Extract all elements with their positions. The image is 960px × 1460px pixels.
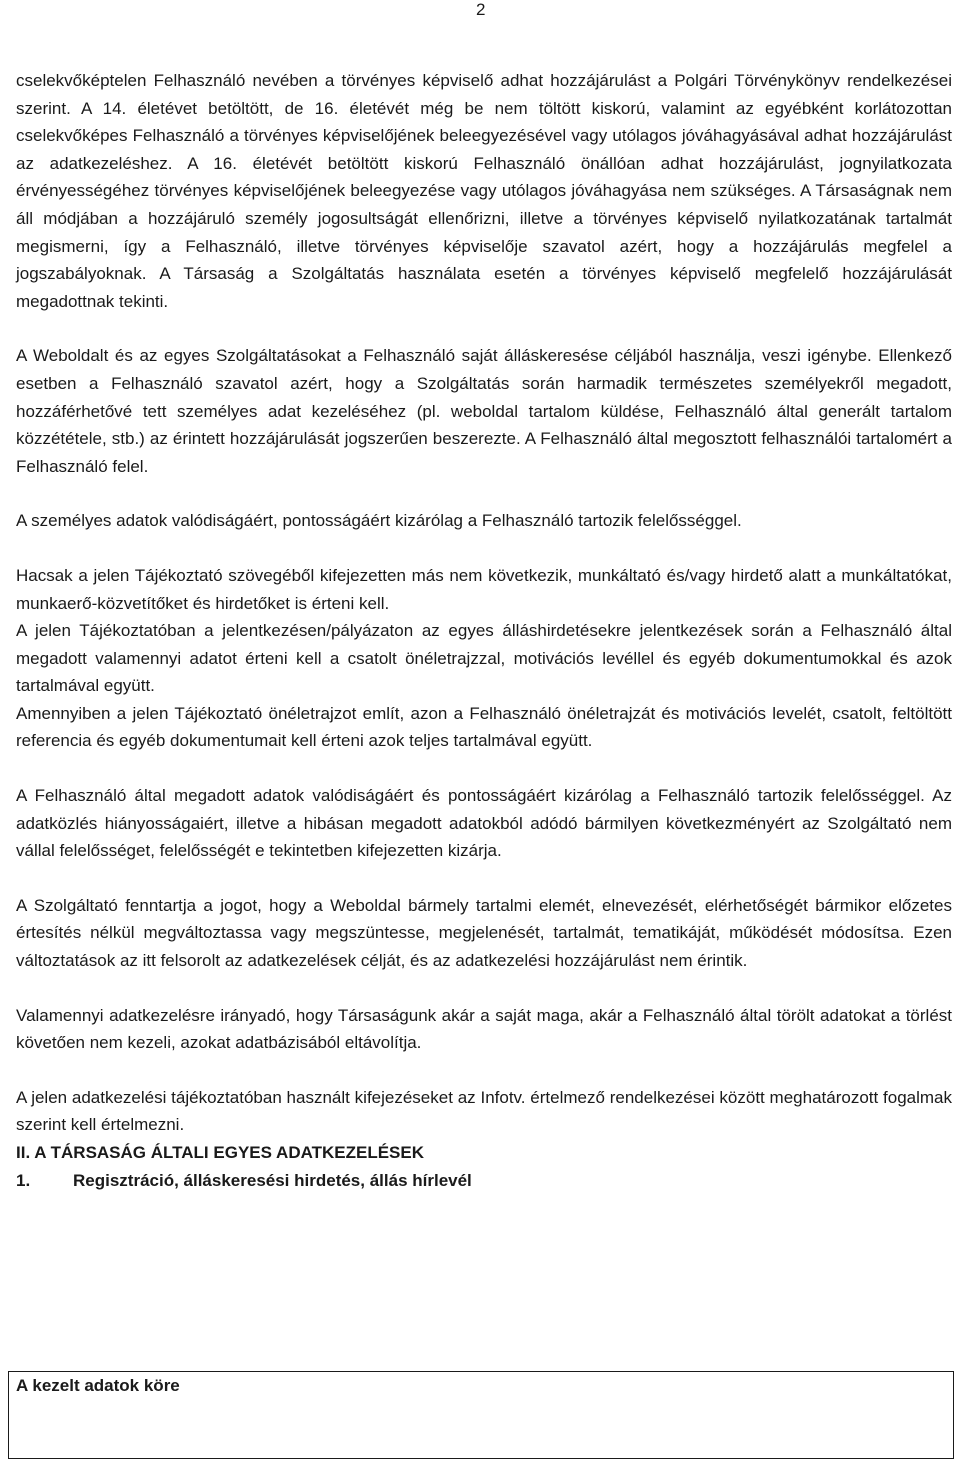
paragraph-cv-definition: Amennyiben a jelen Tájékoztató önéletrajzot említ, azon a Felhasználó önéletrajzát és motivációs levelét, csatolt, feltöltött referencia és egyéb dokumentumait kell érteni azok teljes tartalmával együtt. [16,703,952,751]
subsection-number: 1. [16,1170,31,1190]
subsection-title: Regisztráció, álláskeresési hirdetés, állás hírlevél [73,1170,472,1190]
paragraph-provider-rights: A Szolgáltató fenntartja a jogot, hogy a Weboldal bármely tartalmi elemét, elnevezését, elérhetőségét bármikor előzetes értesítés nélkül megváltoztassa vagy megszüntesse, megjelenését, tartalmát, tematikáját, működését módosítsa. Ezen változtatások az itt felsorolt az adatkezelések célját, és az adatkezelési hozzájárulást nem érintik. [16,895,952,971]
page-number: 2 [476,0,486,19]
paragraph-data-accuracy: A személyes adatok valódiságáért, pontosságáért kizárólag a Felhasználó tartozik felelősséggel. [16,511,742,531]
table-header-label: A kezelt adatok köre [16,1376,180,1395]
data-scope-table [8,1371,954,1459]
paragraph-terms-interpretation: A jelen adatkezelési tájékoztatóban használt kifejezéseket az Infotv. értelmező rendelkezései között meghatározott fogalmak szerint kell értelmezni. [16,1087,952,1135]
paragraph-deleted-data: Valamennyi adatkezelésre irányadó, hogy Társaságunk akár a saját maga, akár a Felhasználó által törölt adatokat a törlést követően nem kezeli, azokat adatbázisából eltávolítja. [16,1005,952,1053]
paragraph-legal-representative: cselekvőképtelen Felhasználó nevében a törvényes képviselő adhat hozzájárulást a Polgári Törvénykönyv rendelkezései szerint. A 14. életévet betöltött, de 16. életévét még be nem töltött kiskorú, valamint az egyébként korlátozottan cselekvőképes Felhasználó a törvényes képviselőjének beleegyezésével vagy utólagos jóváhagyásával adhat hozzájárulást az adatkezeléshez. A 16. életévét betöltött kiskorú Felhasználó önállóan adhat hozzájárulást, jognyilatkozata érvényességéhez törvényes képviselőjének beleegyezése vagy utólagos jóváhagyása nem szükséges. A Társaságnak nem áll módjában a hozzájáruló személy jogosultságát ellenőrizni, illetve a törvényes képviselő nyilatkozatának tartalmát megismerni, így a Felhasználó, illetve törvényes képviselője szavatol azért, hogy a hozzájárulás megfelel a jogszabályoknak. A Társaság a Szolgáltatás használata esetén a törvényes képviselő megfelelő hozzájárulását megadottnak tekinti. [16,71,952,311]
paragraph-website-usage: A Weboldalt és az egyes Szolgáltatásokat a Felhasználó saját álláskeresése céljából használja, veszi igénybe. Ellenkező esetben a Felhasználó szavatol azért, hogy a Szolgáltatás során harmadik természetes személyekről megadott, hozzáférhetővé tett személyes adat kezeléséhez (pl. weboldal tartalom küldése, Felhasználó által generált tartalom közzététele, stb.) az érintett hozzájárulását jogszerűen beszerezte. A Felhasználó által megosztott felhasználói tartalomért a Felhasználó felel. [16,346,952,476]
paragraph-employer-definition: Hacsak a jelen Tájékoztató szövegéből kifejezetten más nem következik, munkáltató és/vagy hirdető alatt a munkáltatókat, munkaerő-közvetítőket és hirdetőket is érteni kell. [16,565,952,613]
paragraph-user-responsibility: A Felhasználó által megadott adatok valódiságáért és pontosságáért kizárólag a Felhasználó tartozik felelősséggel. Az adatközlés hiányosságaiért, illetve a hibásan megadott adatokból adódó bármilyen következményért az Szolgáltató nem vállal felelősséget, felelősségét e tekintetben kifejezetten kizárja. [16,786,952,861]
section-heading: II. A TÁRSASÁG ÁLTALI EGYES ADATKEZELÉSEK [16,1143,425,1162]
subsection-heading [16,1167,952,1195]
paragraph-application-definition: A jelen Tájékoztatóban a jelentkezésen/pályázaton az egyes álláshirdetésekre jelentkezések során a Felhasználó által megadott valamennyi adatot érteni kell a csatolt önéletrajzzal, motivációs levéllel és egyéb dokumentumokkal és azok tartalmával együtt. [16,621,952,696]
document-body [16,67,952,1194]
